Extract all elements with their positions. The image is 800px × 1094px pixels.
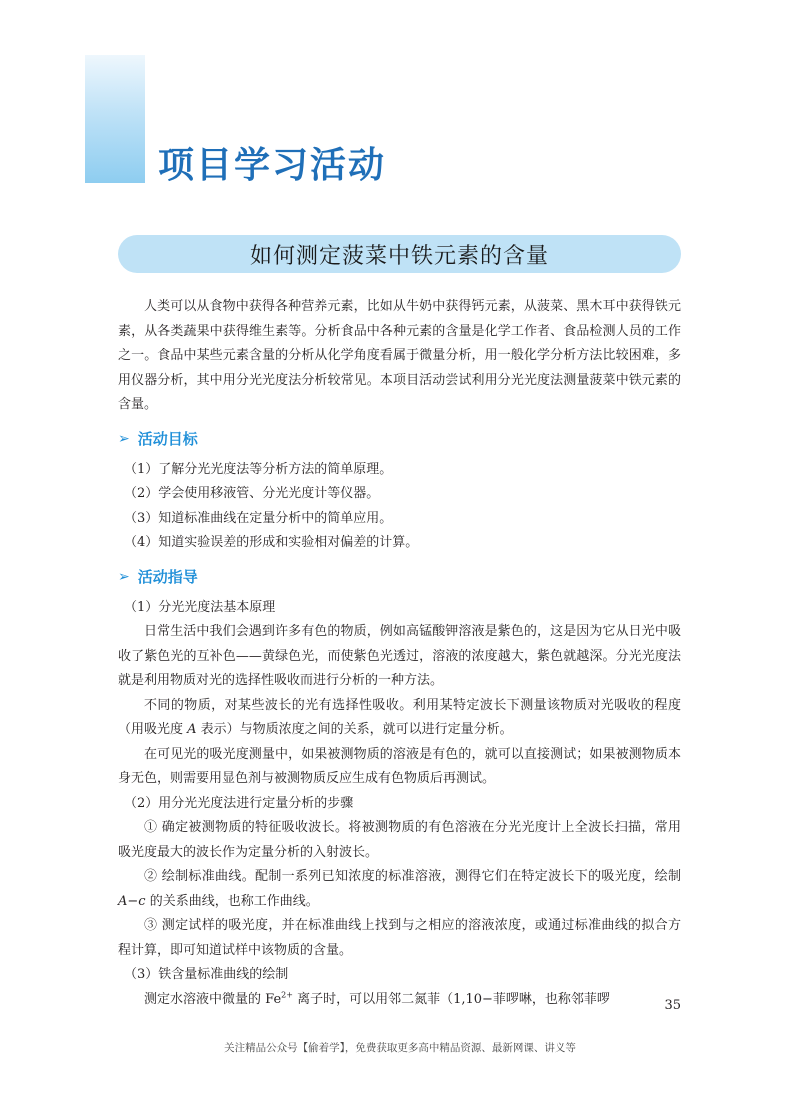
page-number: 35: [664, 998, 681, 1013]
part2-title: （2）用分光光度法进行定量分析的步骤: [124, 795, 354, 811]
topic-title: 如何测定菠菜中铁元素的含量: [249, 243, 549, 269]
part3-title: （3）铁含量标准曲线的绘制: [124, 967, 289, 982]
step-3: ③ 测定试样的吸光度，并在标准曲线上找到与之相应的溶液浓度，或通过标准曲线的拟合方程计算，即可知道试样中该物质的含量。: [118, 918, 681, 958]
part1-p2-text-a: 不同的物质，对某些波长的光有选择性吸收。利用某特定波长下测量该物质对光吸收的程度（用吸光度: [118, 697, 681, 737]
title-banner-gradient: [85, 55, 145, 183]
goal-item: （4）知道实验误差的形成和实验相对偏差的计算。: [124, 535, 419, 550]
goal-item: （3）知道标准曲线在定量分析中的简单应用。: [124, 510, 393, 526]
goal-item: （2）学会使用移液管、分光光度计等仪器。: [124, 486, 380, 501]
chevron-right-icon: ➢: [118, 569, 130, 586]
step-2: [118, 865, 681, 914]
part3-text-a: 测定水溶液中微量的 Fe: [144, 991, 282, 1007]
chapter-title: 项目学习活动: [158, 145, 387, 186]
intro-paragraph: 人类可以从食物中获得各种营养元素，比如从牛奶中获得钙元素，从菠菜、黑木耳中获得铁元素，从各类蔬果中获得维生素等。分析食品中各种元素的含量是化学工作者、食品检测人员的工作之一。食品中某些元素含量的分析从化学角度看属于微量分析，用一般化学分析方法比较困难，多用仪器分析，其中用分光光度法分析较常见。本项目活动尝试利用分光光度法测量菠菜中铁元素的含量。: [118, 299, 681, 412]
step2-text-a: ② 绘制标准曲线。配制一系列已知浓度的标准溶液，测得它们在特定波长下的吸光度，绘制: [144, 869, 681, 884]
part3-paragraph-1: [118, 988, 681, 1013]
page-content: [118, 295, 681, 1012]
charge-superscript: 2+: [281, 990, 293, 1000]
goal-item: （1）了解分光光度法等分析方法的简单原理。: [124, 461, 393, 477]
topic-title-bar: [118, 235, 681, 273]
part1-p2-text-b: 表示）与物质浓度之间的关系，就可以进行定量分析。: [196, 722, 513, 737]
goals-heading-label: 活动目标: [137, 430, 198, 449]
curve-symbol: A−c: [118, 893, 146, 909]
absorbance-symbol: A: [187, 722, 197, 737]
goals-heading: [118, 428, 681, 452]
part1-title: （1）分光光度法基本原理: [124, 599, 276, 615]
part1-paragraph-3: 在可见光的吸光度测量中，如果被测物质的溶液是有色的，就可以直接测试；如果被测物质本身无色，则需要用显色剂与被测物质反应生成有色物质后再测试。: [118, 746, 681, 786]
part3-text-b: 离子时，可以用邻二氮菲（1,10−菲啰啉，也称邻菲啰: [292, 991, 610, 1007]
guide-heading-label: 活动指导: [137, 568, 198, 587]
footer-note: 关注精品公众号【偷着学】，免费获取更多高中精品资源、最新网课、讲义等: [224, 1042, 576, 1054]
step2-text-b: 的关系曲线，也称工作曲线。: [145, 893, 319, 909]
chevron-right-icon: ➢: [118, 431, 130, 448]
part1-paragraph-1: 日常生活中我们会遇到许多有色的物质，例如高锰酸钾溶液是紫色的，这是因为它从日光中吸收了紫色光的互补色——黄绿色光，而使紫色光透过，溶液的浓度越大，紫色就越深。分光光度法就是利用物质对光的选择性吸收而进行分析的一种方法。: [118, 624, 681, 688]
step-1: ① 确定被测物质的特征吸收波长。将被测物质的有色溶液在分光光度计上全波长扫描，常用吸光度最大的波长作为定量分析的入射波长。: [118, 820, 681, 860]
part1-paragraph-2: [118, 694, 681, 743]
guide-heading: [118, 566, 681, 590]
